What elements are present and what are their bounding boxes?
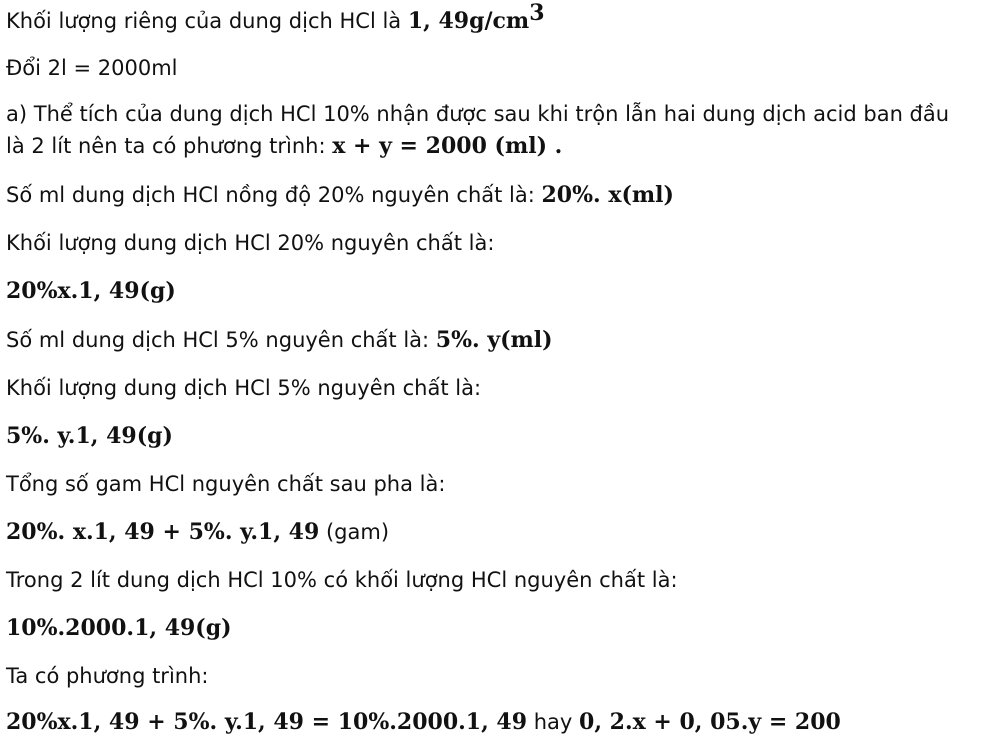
math-ml-20: 20%. x(ml) — [541, 182, 674, 208]
math-final-equation: 20%x.1, 49 + 5%. y.1, 49 = 10%.2000.1, 49 — [6, 709, 528, 735]
math-ml-5: 5%. y(ml) — [435, 327, 553, 353]
line-ml-5: Số ml dung dịch HCl 5% nguyên chất là: 5%. y(ml) — [6, 327, 553, 353]
line-equation-label: Ta có phương trình: — [6, 664, 209, 688]
math-density: 1, 49g/cm — [407, 8, 530, 34]
line-part-a-2: là 2 lít nên ta có phương trình: x + y = 2000 (ml) . — [6, 133, 563, 159]
math-simplified-equation: 0, 2.x + 0, 05.y = 200 — [579, 709, 841, 735]
line-total-math: 20%. x.1, 49 + 5%. y.1, 49 (gam) — [6, 519, 390, 545]
line-mass-20-label: Khối lượng dung dịch HCl 20% nguyên chất là: — [6, 231, 495, 255]
line-mass-20-math — [6, 276, 990, 306]
math-superscript: 3 — [529, 0, 545, 26]
line-10-math — [6, 613, 990, 643]
math-volume-equation: x + y = 2000 (ml) . — [332, 133, 563, 159]
line-part-a-1: a) Thể tích của dung dịch HCl 10% nhận được sau khi trộn lẫn hai dung dịch acid ban đầu — [6, 102, 950, 126]
line-mass-5-label: Khối lượng dung dịch HCl 5% nguyên chất là: — [6, 376, 482, 400]
math-mass-5: 5%. y.1, 49(g) — [6, 423, 173, 449]
line-10-label: Trong 2 lít dung dịch HCl 10% có khối lượng HCl nguyên chất là: — [6, 568, 678, 592]
line-mass-5-math — [6, 421, 990, 451]
math-mass-10: 10%.2000.1, 49(g) — [6, 615, 232, 641]
math-mass-20: 20%x.1, 49(g) — [6, 278, 176, 304]
line-total-label: Tổng số gam HCl nguyên chất sau pha là: — [6, 472, 446, 496]
line-equation-math: 20%x.1, 49 + 5%. y.1, 49 = 10%.2000.1, 49 hay 0, 2.x + 0, 05.y = 200 — [6, 709, 841, 735]
math-total: 20%. x.1, 49 + 5%. y.1, 49 — [6, 519, 320, 545]
line-ml-20: Số ml dung dịch HCl nồng độ 20% nguyên chất là: 20%. x(ml) — [6, 182, 674, 208]
line-density: Khối lượng riêng của dung dịch HCl là 1, $49g/cm^3$ — [6, 0, 545, 34]
line-conversion: Đổi 2l = 2000ml — [6, 56, 178, 80]
